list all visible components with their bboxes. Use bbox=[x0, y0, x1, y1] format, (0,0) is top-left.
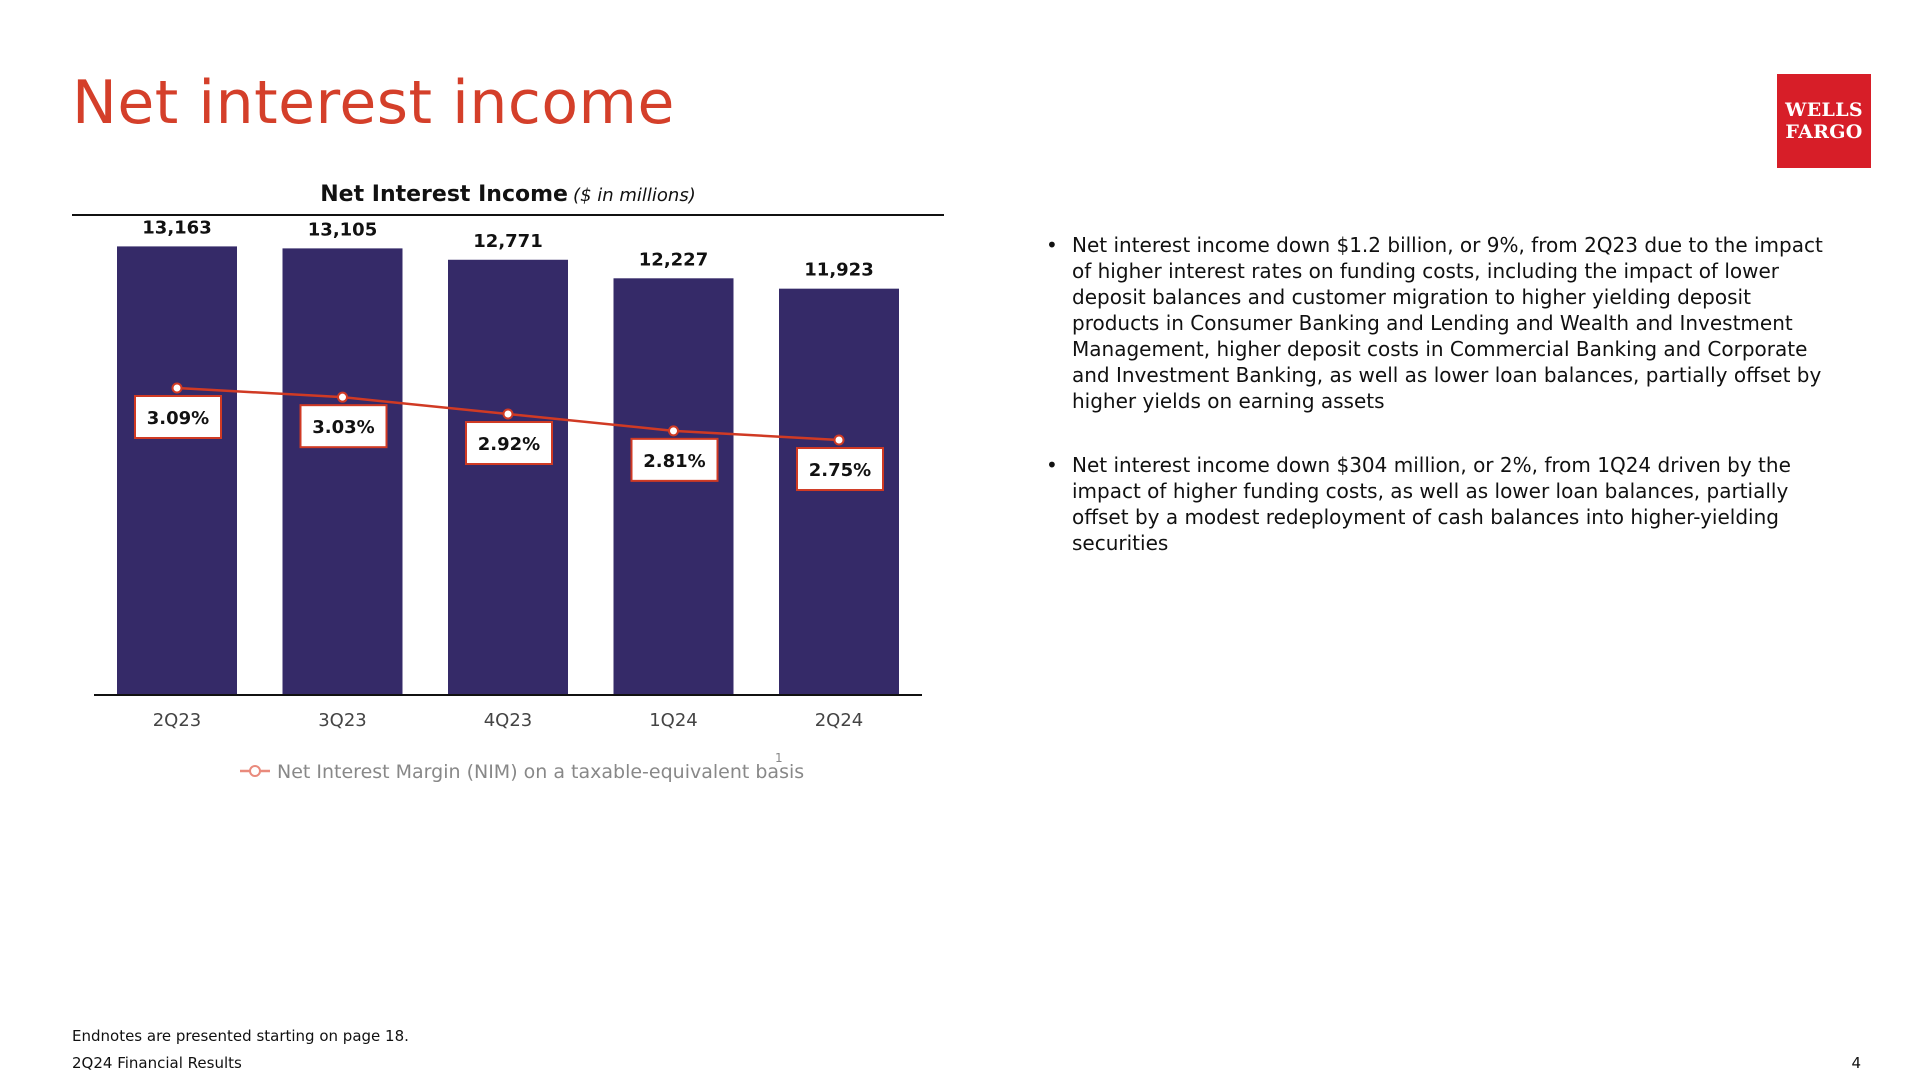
x-tick-label: 3Q23 bbox=[318, 710, 367, 731]
bar bbox=[283, 248, 403, 695]
bar bbox=[779, 289, 899, 695]
bullet-icon: • bbox=[1046, 233, 1058, 257]
commentary-text: Net interest income down $304 million, or 2%, from 1Q24 driven by the impact of higher funding costs, as well as lower loan balances, partially offset by a modest redeployment of cash balances into higher-yielding securities bbox=[1072, 453, 1791, 555]
nim-point bbox=[173, 384, 182, 393]
logo-line-1: WELLS bbox=[1785, 99, 1863, 121]
bar bbox=[614, 278, 734, 695]
bar-value-label: 13,163 bbox=[142, 217, 212, 239]
nim-value-label: 3.03% bbox=[312, 417, 375, 439]
nim-point bbox=[669, 426, 678, 435]
nim-value-label: 2.92% bbox=[477, 434, 541, 456]
chart-title: Net Interest Income bbox=[320, 182, 568, 207]
page-title: Net interest income bbox=[72, 68, 675, 138]
nim-value-label: 3.09% bbox=[146, 408, 210, 429]
commentary-text: Net interest income down $1.2 billion, or 9%, from 2Q23 due to the impact of higher interest rates on funding costs, including the impact of lower deposit balances and customer migration to higher yielding deposit products in Consumer Banking and Lending and Wealth and Investment Management, higher deposit costs in Commercial Banking and Corporate and Investment Banking, as well as lower loan balances, partially offset by higher yields on earning assets bbox=[1072, 233, 1823, 413]
bar-value-label: 11,923 bbox=[804, 259, 874, 281]
page-number: 4 bbox=[1851, 1054, 1861, 1072]
x-tick-label: 1Q24 bbox=[649, 710, 698, 731]
x-tick-label: 2Q24 bbox=[814, 710, 864, 731]
nim-point bbox=[338, 393, 347, 402]
bar bbox=[448, 260, 568, 695]
nim-point bbox=[835, 436, 844, 445]
bar-value-label: 12,771 bbox=[473, 230, 543, 252]
logo-line-2: FARGO bbox=[1785, 121, 1863, 143]
legend-marker-icon bbox=[250, 766, 260, 776]
bullet-icon: • bbox=[1046, 453, 1058, 477]
commentary-bullet bbox=[1046, 452, 1836, 556]
nim-value-label: 2.75% bbox=[808, 460, 872, 482]
endnotes-note: Endnotes are presented starting on page 18. bbox=[72, 1027, 409, 1045]
bar-value-label: 13,105 bbox=[307, 219, 378, 241]
nim-value-label: 2.81% bbox=[643, 450, 706, 472]
nim-point bbox=[504, 410, 513, 419]
bar-value-label: 12,227 bbox=[638, 249, 709, 271]
legend-superscript: 1 bbox=[775, 751, 783, 765]
bar bbox=[117, 246, 237, 695]
chart-title-unit: ($ in millions) bbox=[573, 185, 696, 206]
x-tick-label: 2Q23 bbox=[152, 710, 202, 731]
commentary-list bbox=[1046, 232, 1836, 594]
commentary-bullet bbox=[1046, 232, 1836, 414]
footer-report-name: 2Q24 Financial Results bbox=[72, 1054, 242, 1072]
legend-label: Net Interest Margin (NIM) on a taxable-equivalent basis bbox=[277, 761, 805, 783]
x-tick-label: 4Q23 bbox=[483, 710, 533, 731]
